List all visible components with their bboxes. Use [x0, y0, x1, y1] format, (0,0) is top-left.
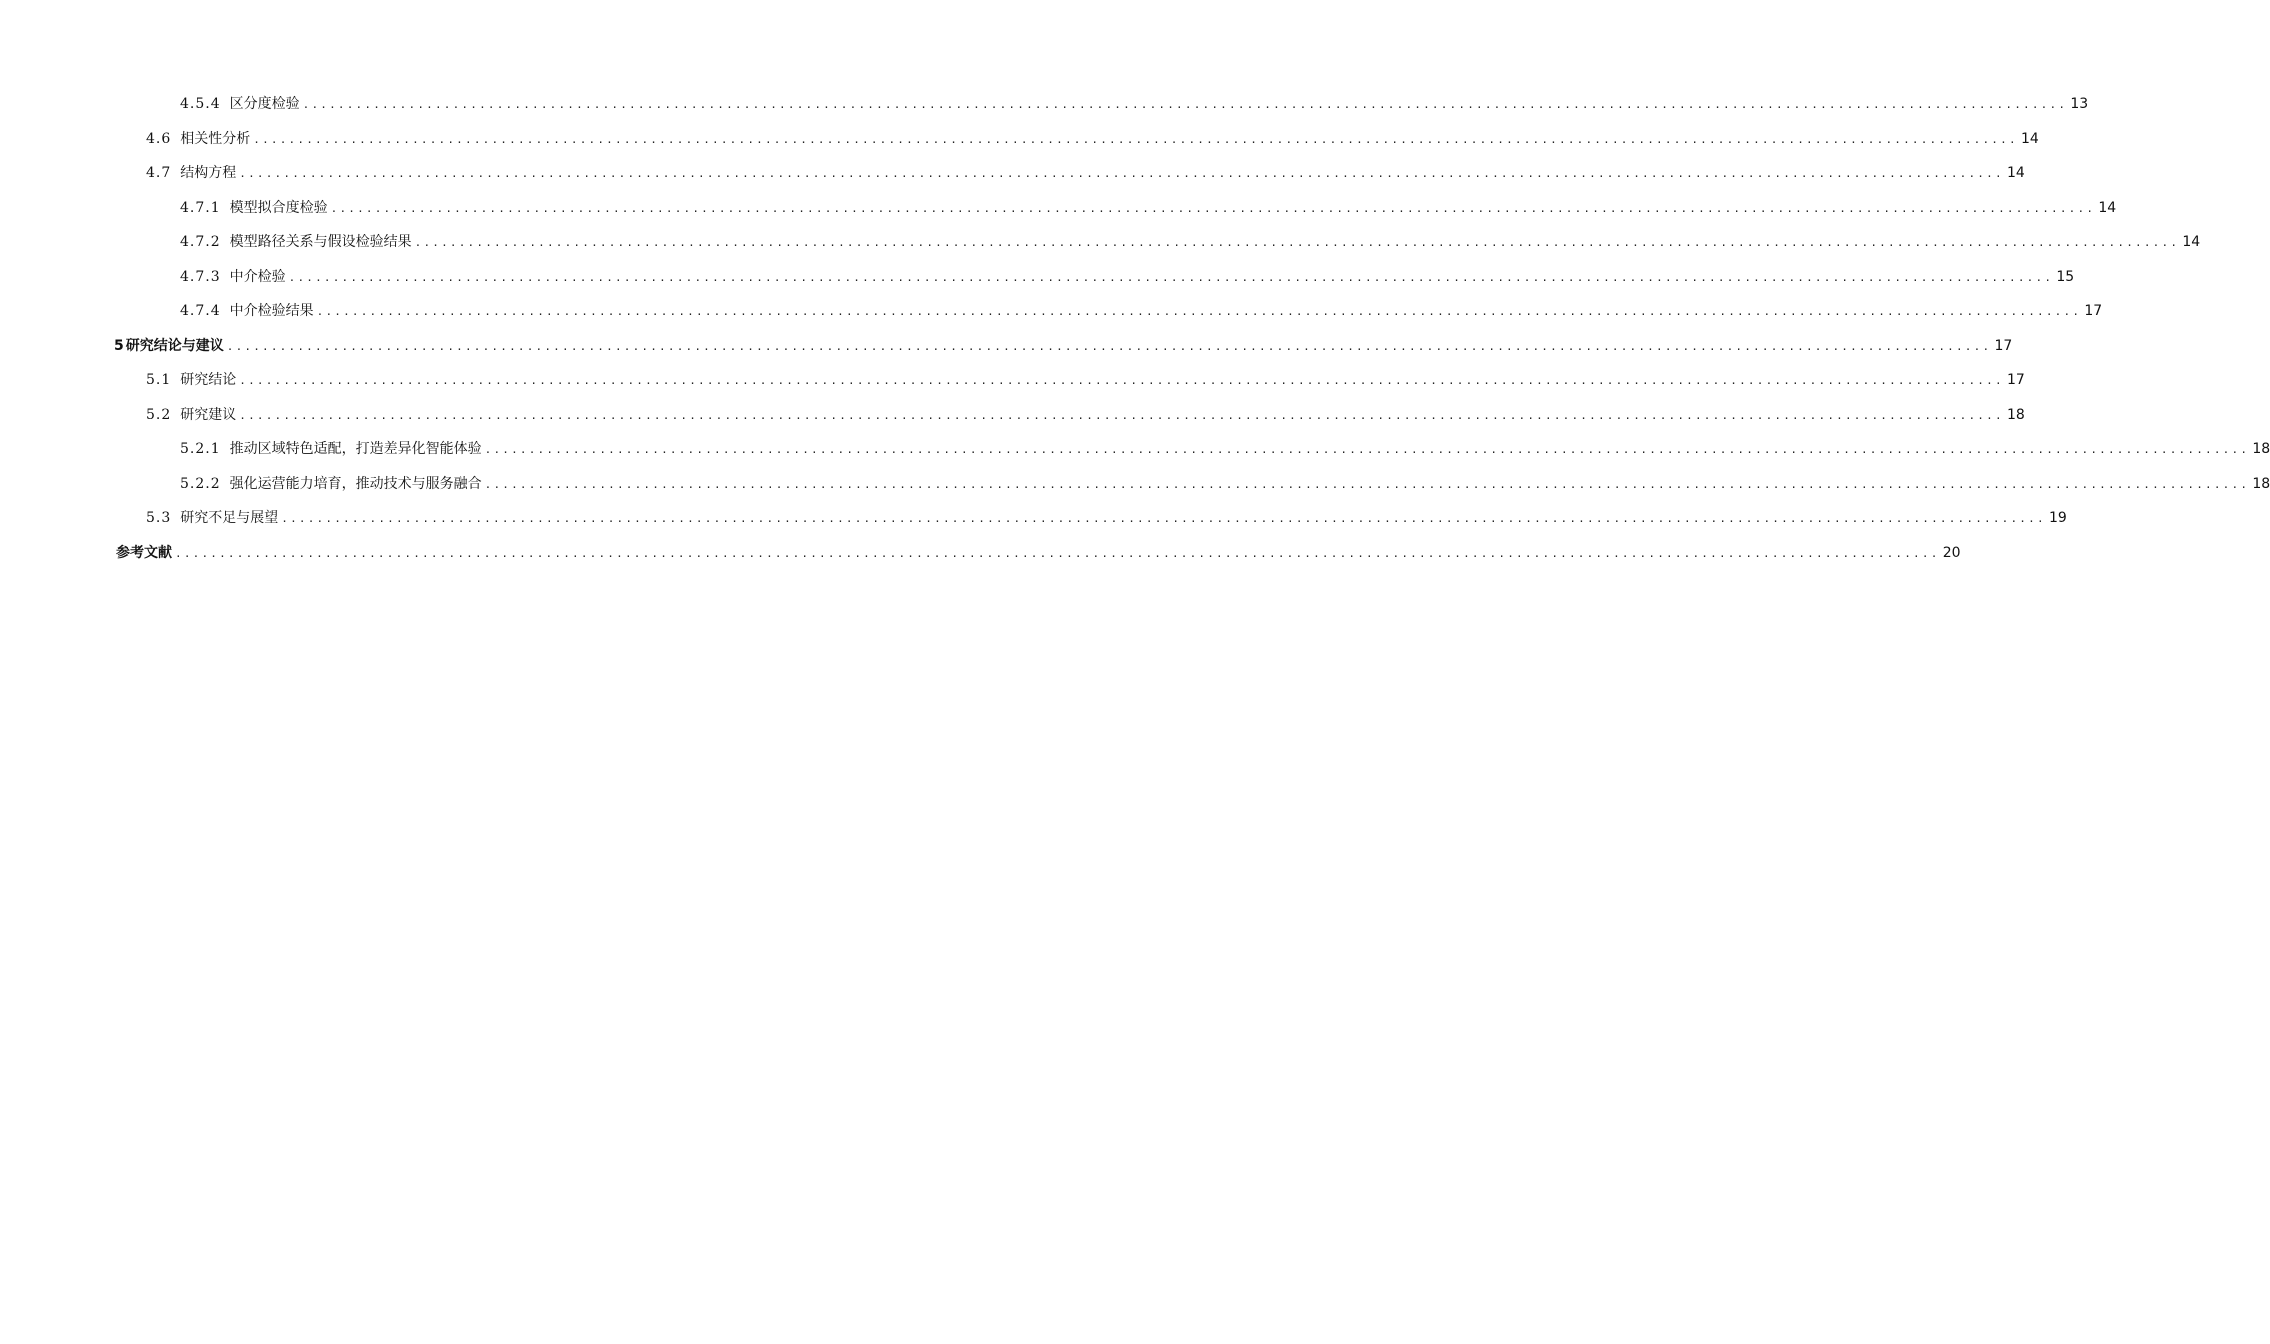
toc-entry-page: 14	[2098, 199, 2117, 216]
toc-entry-page: 17	[2084, 303, 2103, 319]
dot-leader: ........................................................................................................................................................................................................	[414, 236, 2180, 249]
toc-entry-title: 模型路径关系与假设检验结果	[229, 234, 412, 250]
toc-entry-page: 17	[1994, 337, 2013, 354]
toc-entry-title: 研究建议	[180, 406, 237, 423]
toc-entry-number: 4.7.2	[180, 234, 221, 250]
toc-entry-title: 相关性分析	[180, 130, 251, 147]
toc-entry-number: 5.3	[146, 510, 172, 526]
toc-entry-title: 强化运营能力培育，推动技术与服务融合	[229, 475, 482, 492]
toc-entry-number: 4.7	[146, 165, 172, 181]
toc-entry-page: 19	[2048, 510, 2067, 526]
toc-entry-title: 研究结论与建议	[125, 337, 224, 354]
dot-leader: ........................................................................................................................................................................................................	[239, 408, 2004, 422]
toc-entry-title: 区分度检验	[229, 96, 300, 112]
toc-entry[interactable]	[114, 161, 2025, 196]
toc-entry[interactable]	[114, 334, 2013, 369]
toc-entry-page: 15	[2056, 268, 2075, 285]
toc-entry[interactable]	[114, 368, 2025, 403]
toc-entry-number: 4.7.1	[180, 199, 221, 216]
toc-entry-page: 18	[2252, 441, 2270, 457]
dot-leader: ........................................................................................................................................................................................................	[226, 339, 1992, 353]
toc-entry-title: 中介检验结果	[229, 303, 314, 319]
dot-leader: ........................................................................................................................................................................................................	[484, 477, 2250, 491]
toc-entry-number: 5	[114, 337, 124, 354]
toc-entry[interactable]	[114, 541, 1961, 576]
dot-leader: ........................................................................................................................................................................................................	[330, 201, 2096, 215]
toc-entry-number: 5.2.1	[180, 441, 221, 457]
toc-entry-page: 14	[2006, 165, 2025, 181]
toc-entry-number: 4.7.3	[180, 268, 221, 285]
toc-entry-title: 推动区域特色适配，打造差异化智能体验	[229, 441, 482, 457]
toc-entry[interactable]	[114, 403, 2025, 438]
dot-leader: ........................................................................................................................................................................................................	[316, 305, 2082, 318]
toc-entry-page: 14	[2020, 130, 2039, 147]
toc-entry-page: 18	[2252, 475, 2270, 492]
toc-entry-number: 5.2.2	[180, 475, 221, 492]
toc-entry-title: 研究结论	[180, 372, 237, 388]
toc-entry[interactable]	[114, 265, 2075, 300]
toc-entry[interactable]	[114, 92, 2089, 127]
toc-entry-title: 结构方程	[180, 165, 237, 181]
dot-leader: ........................................................................................................................................................................................................	[288, 270, 2054, 284]
toc-entry-title: 研究不足与展望	[180, 510, 279, 526]
toc-entry-number: 5.1	[146, 372, 172, 388]
toc-entry[interactable]	[114, 472, 2270, 507]
toc-entry[interactable]	[114, 437, 2270, 472]
dot-leader: ........................................................................................................................................................................................................	[175, 546, 1940, 560]
toc-entry-title: 中介检验	[229, 268, 286, 285]
toc-entry-number: 4.7.4	[180, 303, 221, 319]
dot-leader: ........................................................................................................................................................................................................	[239, 167, 2004, 180]
dot-leader: ........................................................................................................................................................................................................	[239, 374, 2004, 387]
toc-entry-number: 4.5.4	[180, 96, 221, 112]
toc-entry-page: 20	[1942, 544, 1961, 561]
toc-entry-title: 模型拟合度检验	[229, 199, 328, 216]
toc-entry[interactable]	[114, 196, 2117, 231]
toc-entry-page: 13	[2070, 96, 2089, 112]
toc-entry[interactable]	[114, 230, 2201, 265]
toc-entry-number: 4.6	[146, 130, 172, 147]
toc-entry[interactable]	[114, 299, 2103, 334]
toc-entry-page: 17	[2006, 372, 2025, 388]
toc-entry-title: 参考文献	[116, 544, 172, 561]
dot-leader: ........................................................................................................................................................................................................	[302, 98, 2068, 111]
dot-leader: ........................................................................................................................................................................................................	[281, 512, 2046, 525]
toc-entry-page: 18	[2006, 406, 2025, 423]
table-of-contents	[114, 92, 2270, 575]
dot-leader: ........................................................................................................................................................................................................	[253, 132, 2018, 146]
toc-entry-number: 5.2	[146, 406, 172, 423]
toc-entry[interactable]	[114, 506, 2067, 541]
toc-entry[interactable]	[114, 127, 2039, 162]
dot-leader: ........................................................................................................................................................................................................	[484, 443, 2250, 456]
toc-entry-page: 14	[2182, 234, 2201, 250]
